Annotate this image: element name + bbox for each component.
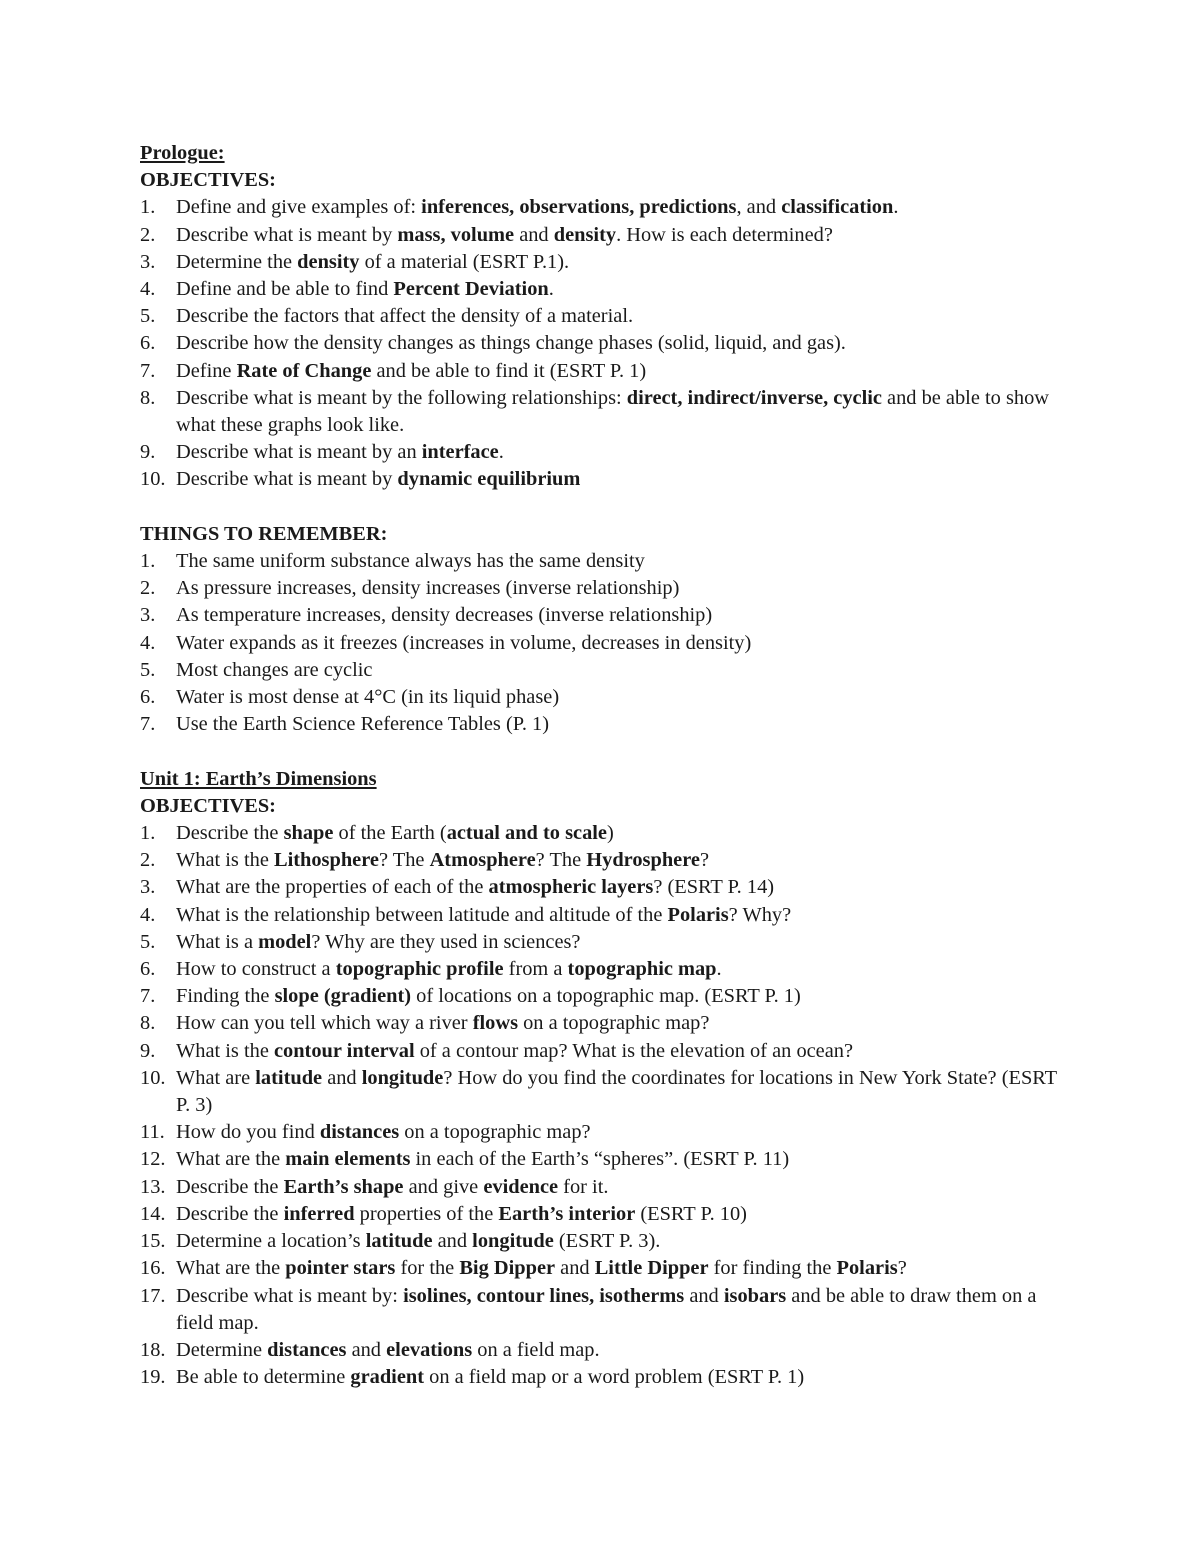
bold-term: isobars (723, 1284, 787, 1307)
text-run: The same uniform substance always has the same density (176, 550, 645, 573)
unit1-objective (140, 820, 1060, 847)
list-item-text (176, 1230, 660, 1252)
unit1-objective (140, 1283, 1060, 1337)
text-run: . (498, 441, 504, 464)
text-run: . (893, 196, 899, 219)
unit1-objective (140, 847, 1060, 874)
text-run: Determine (176, 1338, 268, 1361)
text-run: from a (503, 958, 568, 981)
list-item-text (176, 1121, 591, 1143)
text-run: (ESRT P. 3). (553, 1230, 661, 1253)
list-number: 1. (140, 822, 156, 845)
list-item-text (176, 251, 569, 273)
list-item-text (176, 876, 774, 898)
text-run: Water expands as it freezes (increases in volume, decreases in density) (176, 631, 752, 654)
list-item-text (176, 1285, 1036, 1334)
bold-term: Atmosphere (429, 849, 536, 872)
text-run: Define (176, 359, 237, 382)
prologue-title: Prologue: (140, 142, 225, 164)
text-run: As pressure increases, density increases (inverse relationship) (176, 577, 680, 600)
unit1-objective (140, 1065, 1060, 1119)
prologue-objective (140, 466, 1060, 493)
list-item-text (176, 1176, 608, 1198)
text-run: What is a (176, 930, 259, 953)
text-run: What are (176, 1066, 256, 1089)
list-number: 3. (140, 876, 156, 899)
text-run: and be able to find it (ESRT P. 1) (371, 359, 647, 382)
text-run: on a field map or a word problem (ESRT P. 1) (424, 1366, 805, 1389)
text-run: Determine a location’s (176, 1230, 366, 1253)
text-run: Describe what is meant by: (176, 1284, 404, 1307)
list-item-text (176, 1203, 747, 1225)
bold-term: inferences, observations, predictions (421, 196, 737, 219)
bold-term: mass, volume (397, 223, 515, 246)
prologue-objective (140, 194, 1060, 221)
list-number: 4. (140, 903, 156, 926)
prologue-objective (140, 439, 1060, 466)
text-run: of locations on a topographic map. (ESRT P. 1) (411, 985, 801, 1008)
list-item-text (176, 958, 722, 980)
text-run: , and (736, 196, 782, 219)
text-run: and give (403, 1175, 484, 1198)
list-item-text (176, 1257, 907, 1279)
text-run: for it. (558, 1175, 609, 1198)
text-run: . (548, 278, 554, 301)
bold-term: distances (267, 1338, 347, 1361)
list-item-text (176, 224, 833, 246)
prologue-objective (140, 330, 1060, 357)
remember-item (140, 684, 1060, 711)
text-run: and (555, 1257, 595, 1280)
bold-term: Earth’s shape (283, 1175, 404, 1198)
text-run: What is the relationship between latitude and altitude of the (176, 903, 668, 926)
list-item-text (176, 686, 559, 708)
bold-term: shape (283, 822, 334, 845)
bold-term: density (297, 250, 360, 273)
section-gap (140, 738, 1060, 765)
unit1-objective (140, 1174, 1060, 1201)
list-item-text (176, 1012, 709, 1034)
list-item-text (176, 604, 712, 626)
list-item-text (176, 822, 614, 844)
bold-term: elevations (386, 1338, 473, 1361)
list-number: 2. (140, 223, 156, 246)
unit1-objective (140, 902, 1060, 929)
list-number: 8. (140, 386, 156, 409)
bold-term: actual and to scale (446, 822, 607, 845)
list-number: 6. (140, 958, 156, 981)
document-page (140, 140, 1060, 1391)
text-run: and (322, 1066, 362, 1089)
remember-item (140, 630, 1060, 657)
list-number: 1. (140, 196, 156, 219)
list-number: 12. (140, 1148, 166, 1171)
bold-term: atmospheric layers (488, 876, 654, 899)
unit1-objective (140, 874, 1060, 901)
list-number: 8. (140, 1012, 156, 1035)
text-run: Use the Earth Science Reference Tables (P. 1) (176, 713, 550, 736)
unit1-objective (140, 1364, 1060, 1391)
list-item-text (176, 360, 646, 382)
bold-term: model (258, 930, 312, 953)
list-item-text (176, 278, 554, 300)
unit1-objective (140, 1119, 1060, 1146)
text-run: ? (897, 1257, 907, 1280)
list-number: 13. (140, 1175, 166, 1198)
bold-term: Polaris (667, 903, 729, 926)
bold-term: topographic map (567, 958, 717, 981)
prologue-objective (140, 303, 1060, 330)
text-run: Describe what is meant by (176, 468, 398, 491)
remember-list (140, 548, 1060, 738)
list-number: 5. (140, 305, 156, 328)
text-run: ? How do you find the coordinates for locations in New York State? (ESRT P. 3) (176, 1066, 1057, 1117)
list-item-text (176, 577, 679, 599)
text-run: Describe what is meant by the following relationships: (176, 386, 627, 409)
list-item-text (176, 550, 645, 572)
text-run: What is the (176, 1039, 274, 1062)
bold-term: Lithosphere (273, 849, 379, 872)
unit1-objective (140, 1010, 1060, 1037)
text-run: How to construct a (176, 958, 336, 981)
bold-term: Earth’s interior (498, 1202, 636, 1225)
list-item-text (176, 849, 709, 871)
list-item-text (176, 332, 846, 354)
text-run: . (716, 958, 722, 981)
text-run: of the Earth ( (333, 822, 447, 845)
list-number: 2. (140, 849, 156, 872)
prologue-objective (140, 222, 1060, 249)
bold-term: flows (472, 1012, 519, 1035)
list-number: 7. (140, 713, 156, 736)
text-run: What are the (176, 1257, 286, 1280)
text-run: Describe how the density changes as things change phases (solid, liquid, and gas). (176, 332, 846, 355)
bold-term: Rate of Change (236, 359, 372, 382)
list-number: 9. (140, 441, 156, 464)
list-number: 14. (140, 1202, 166, 1225)
prologue-objective (140, 358, 1060, 385)
list-item-text (176, 985, 801, 1007)
text-run: What is the (176, 849, 274, 872)
bold-term: latitude (365, 1230, 433, 1253)
remember-item (140, 548, 1060, 575)
bold-term: latitude (255, 1066, 323, 1089)
unit1-objective (140, 1228, 1060, 1255)
unit1-objective (140, 983, 1060, 1010)
section-gap (140, 494, 1060, 521)
prologue-objective (140, 249, 1060, 276)
list-item-text (176, 1067, 1057, 1116)
list-item-text (176, 904, 791, 926)
list-item-text (176, 1366, 804, 1388)
text-run: . How is each determined? (616, 223, 833, 246)
list-number: 10. (140, 468, 166, 491)
list-item-text (176, 1040, 853, 1062)
text-run: of a contour map? What is the elevation of an ocean? (414, 1039, 854, 1062)
remember-item (140, 602, 1060, 629)
list-number: 5. (140, 658, 156, 681)
list-number: 9. (140, 1039, 156, 1062)
bold-term: inferred (283, 1202, 355, 1225)
text-run: and be able to show what these graphs look like. (176, 386, 1050, 437)
text-run: and (684, 1284, 724, 1307)
list-number: 18. (140, 1338, 166, 1361)
text-run: and (346, 1338, 387, 1361)
remember-item (140, 657, 1060, 684)
unit1-objectives-heading: OBJECTIVES: (140, 794, 276, 817)
text-run: Describe the (176, 1175, 284, 1198)
unit1-objective (140, 1146, 1060, 1173)
text-run: Determine the (176, 250, 298, 273)
text-run: Be able to determine (176, 1366, 351, 1389)
list-item-text (176, 468, 580, 490)
list-number: 19. (140, 1366, 166, 1389)
list-item-text (176, 196, 898, 218)
list-number: 15. (140, 1230, 166, 1253)
list-item-text (176, 1339, 600, 1361)
unit1-objective (140, 929, 1060, 956)
text-run: on a topographic map? (518, 1012, 710, 1035)
text-run: Describe the (176, 1202, 284, 1225)
bold-term: slope (gradient) (274, 985, 412, 1008)
text-run: ? The (378, 849, 430, 872)
bold-term: gradient (350, 1366, 425, 1389)
text-run: Finding the (176, 985, 275, 1008)
list-number: 3. (140, 604, 156, 627)
list-number: 2. (140, 577, 156, 600)
bold-term: Percent Deviation (393, 278, 549, 301)
prologue-objective (140, 385, 1060, 439)
unit1-objectives-list (140, 820, 1060, 1391)
list-item-text (176, 387, 1049, 436)
bold-term: distances (319, 1121, 400, 1144)
text-run: How can you tell which way a river (176, 1012, 473, 1035)
text-run: ? Why are they used in sciences? (311, 930, 581, 953)
list-number: 10. (140, 1066, 166, 1089)
bold-term: Hydrosphere (586, 849, 700, 872)
text-run: Describe what is meant by (176, 223, 398, 246)
list-number: 4. (140, 631, 156, 654)
bold-term: classification (781, 196, 894, 219)
remember-heading: THINGS TO REMEMBER: (140, 522, 388, 545)
text-run: ? Why? (728, 903, 792, 926)
text-run: How do you find (176, 1121, 320, 1144)
text-run: Describe the factors that affect the density of a material. (176, 305, 634, 328)
text-run: on a topographic map? (399, 1121, 591, 1144)
bold-term: interface (421, 441, 499, 464)
text-run: What are the properties of each of the (176, 876, 489, 899)
list-number: 4. (140, 278, 156, 301)
bold-term: contour interval (273, 1039, 415, 1062)
text-run: ? (ESRT P. 14) (653, 876, 775, 899)
text-run: ) (606, 822, 614, 845)
list-item-text (176, 659, 372, 681)
list-number: 3. (140, 250, 156, 273)
prologue-objectives-list (140, 194, 1060, 493)
text-run: As temperature increases, density decreases (inverse relationship) (176, 604, 713, 627)
text-run: Define and be able to find (176, 278, 394, 301)
bold-term: Little Dipper (594, 1257, 709, 1280)
list-number: 16. (140, 1257, 166, 1280)
unit1-objective (140, 1255, 1060, 1282)
list-item-text (176, 713, 549, 735)
bold-term: Big Dipper (459, 1257, 556, 1280)
bold-term: dynamic equilibrium (397, 468, 581, 491)
text-run: and (514, 223, 554, 246)
bold-term: longitude (361, 1066, 444, 1089)
list-number: 5. (140, 930, 156, 953)
text-run: in each of the Earth’s “spheres”. (ESRT P. 11) (410, 1148, 790, 1171)
bold-term: density (553, 223, 617, 246)
list-item-text (176, 632, 751, 654)
text-run: Describe what is meant by an (176, 441, 422, 464)
bold-term: direct, indirect/inverse, cyclic (626, 386, 882, 409)
text-run: ? (699, 849, 709, 872)
unit1-objective (140, 956, 1060, 983)
list-item-text (176, 931, 580, 953)
list-number: 6. (140, 686, 156, 709)
bold-term: Polaris (836, 1257, 898, 1280)
bold-term: isolines, contour lines, isotherms (403, 1284, 685, 1307)
bold-term: pointer stars (285, 1257, 396, 1280)
list-number: 7. (140, 985, 156, 1008)
list-item-text (176, 441, 504, 463)
text-run: and be able to draw them on a field map. (176, 1284, 1037, 1334)
list-number: 7. (140, 359, 156, 382)
text-run: ? The (535, 849, 587, 872)
bold-term: topographic profile (335, 958, 504, 981)
list-number: 11. (140, 1121, 165, 1144)
text-run: Water is most dense at 4°C (in its liquid phase) (176, 686, 560, 709)
text-run: for the (395, 1257, 460, 1280)
list-number: 1. (140, 550, 156, 573)
text-run: What are the (176, 1148, 286, 1171)
text-run: Define and give examples of: (176, 196, 422, 219)
unit1-objective (140, 1337, 1060, 1364)
prologue-objectives-heading: OBJECTIVES: (140, 169, 276, 192)
text-run: of a material (ESRT P.1). (359, 250, 570, 273)
text-run: on a field map. (472, 1338, 600, 1361)
bold-term: evidence (483, 1175, 559, 1198)
list-item-text (176, 305, 633, 327)
remember-item (140, 711, 1060, 738)
text-run: properties of the (354, 1202, 499, 1225)
bold-term: main elements (285, 1148, 411, 1171)
text-run: Most changes are cyclic (176, 658, 373, 681)
text-run: for finding the (708, 1257, 837, 1280)
list-number: 6. (140, 332, 156, 355)
text-run: and (432, 1230, 473, 1253)
list-item-text (176, 1148, 789, 1170)
bold-term: longitude (472, 1230, 554, 1253)
unit1-objective (140, 1201, 1060, 1228)
unit1-objective (140, 1038, 1060, 1065)
prologue-objective (140, 276, 1060, 303)
text-run: (ESRT P. 10) (635, 1202, 747, 1225)
list-number: 17. (140, 1284, 166, 1307)
text-run: Describe the (176, 822, 284, 845)
remember-item (140, 575, 1060, 602)
unit1-title: Unit 1: Earth’s Dimensions (140, 767, 377, 790)
